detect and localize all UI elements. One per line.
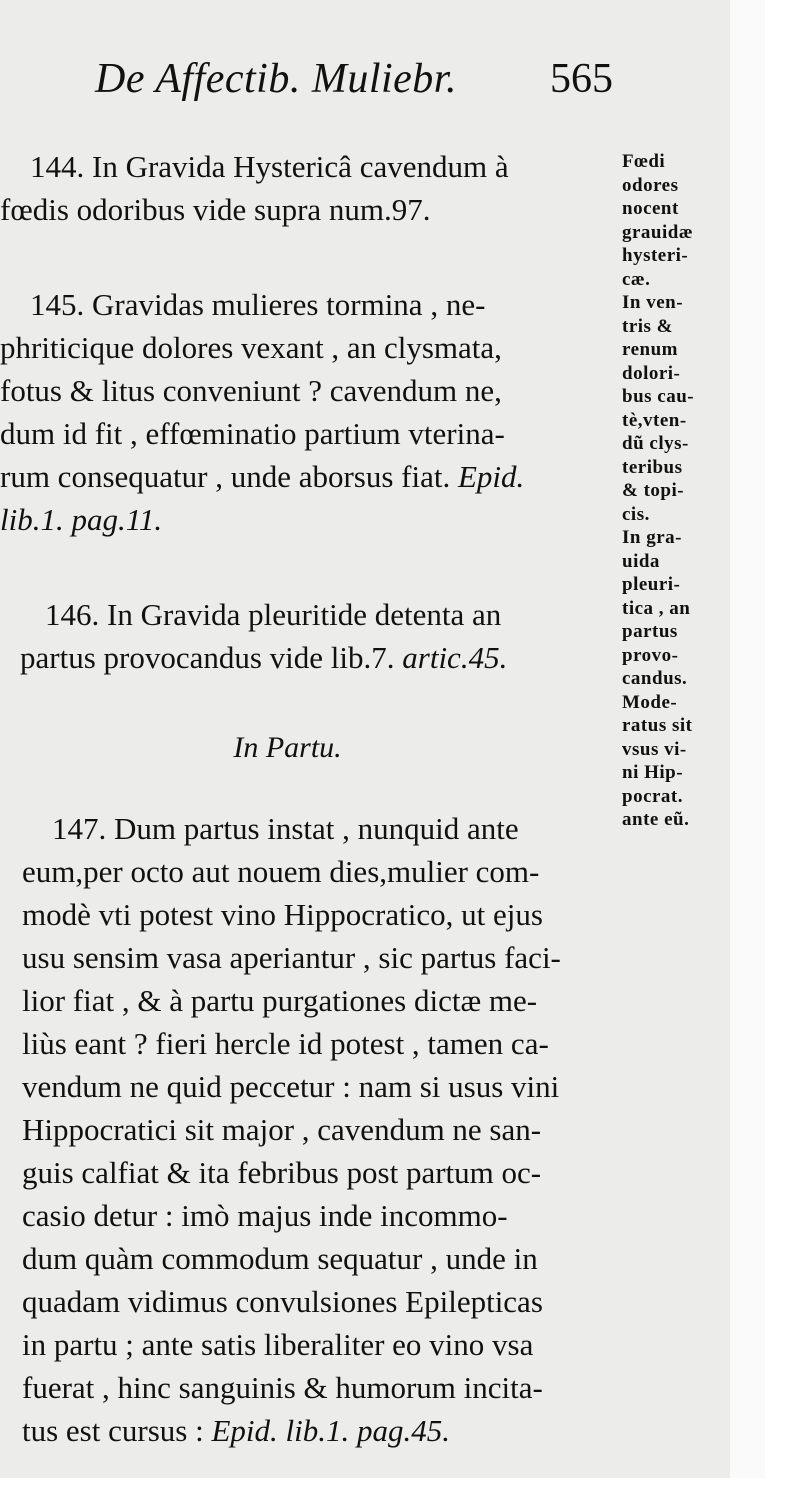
note-line: renum bbox=[622, 339, 678, 360]
note-line: tè,vten- bbox=[622, 409, 687, 431]
text-line bbox=[22, 1409, 615, 1452]
note-line: ni Hip- bbox=[622, 762, 684, 783]
note-line: candus. bbox=[622, 668, 688, 689]
note-line: In gra- bbox=[622, 527, 682, 548]
text-line bbox=[0, 455, 615, 498]
text-line bbox=[0, 636, 615, 679]
note-line: Mode- bbox=[622, 691, 678, 713]
note-line: Fœdi bbox=[622, 151, 666, 172]
note-line: odores bbox=[622, 174, 679, 196]
note-line: grauidæ bbox=[622, 221, 694, 243]
section-heading: In Partu. bbox=[233, 731, 342, 764]
citation: Epid. bbox=[458, 459, 525, 494]
text-line: 146. In Gravida pleuritide detenta an bbox=[45, 597, 502, 632]
note-line: tris & bbox=[622, 315, 674, 337]
main-text-column bbox=[0, 145, 615, 1504]
marginal-note bbox=[622, 150, 762, 291]
marginal-note bbox=[622, 291, 762, 526]
note-line: pleuri- bbox=[622, 574, 681, 595]
text-line: dum quàm commodum sequatur , unde in bbox=[22, 1241, 538, 1276]
paragraph-146 bbox=[0, 593, 615, 679]
text-segment: tus est cursus : bbox=[22, 1413, 204, 1448]
text-line: phriticique dolores vexant , an clysmata, bbox=[0, 330, 502, 365]
text-line: eum,per octo aut nouem dies,mulier com- bbox=[22, 854, 540, 889]
note-line: cis. bbox=[622, 503, 650, 525]
text-line: modè vti potest vino Hippocratico, ut ejus bbox=[22, 897, 543, 932]
text-line: vendum ne quid peccetur : nam si usus vini bbox=[22, 1069, 560, 1104]
text-line: fœdis odoribus vide supra num.97. bbox=[0, 192, 431, 227]
note-line: In ven- bbox=[622, 292, 684, 313]
note-line: pocrat. bbox=[622, 785, 684, 807]
note-line: & topi- bbox=[622, 480, 685, 501]
note-line: vsus vi- bbox=[622, 738, 687, 760]
marginal-note bbox=[622, 526, 762, 691]
text-line: in partu ; ante satis liberaliter eo vino vsa bbox=[22, 1327, 534, 1362]
citation-line: lib.1. pag.11. bbox=[0, 502, 163, 537]
running-title: De Affectib. Muliebr. bbox=[95, 56, 457, 102]
note-line: provo- bbox=[622, 644, 679, 666]
text-segment: rum consequatur , unde aborsus fiat. bbox=[0, 459, 451, 494]
text-line: 144. In Gravida Hystericâ cavendum à bbox=[30, 149, 509, 184]
paragraph-144 bbox=[0, 145, 615, 231]
note-line: hysteri- bbox=[622, 245, 689, 266]
text-line: lior fiat , & à partu purgationes dictæ me- bbox=[22, 983, 538, 1018]
citation: Epid. lib.1. pag.45. bbox=[211, 1413, 450, 1448]
note-line: dolori- bbox=[622, 362, 681, 384]
paragraph-147 bbox=[0, 807, 615, 1452]
note-line: uida bbox=[622, 550, 660, 572]
text-segment: partus provocandus vide lib.7. bbox=[20, 640, 395, 675]
text-line: guis calfiat & ita febribus post partum oc- bbox=[22, 1155, 542, 1190]
text-line: fotus & litus conveniunt ? cavendum ne, bbox=[0, 373, 502, 408]
note-line: partus bbox=[622, 621, 678, 642]
note-line: tica , an bbox=[622, 597, 691, 619]
text-line: liùs eant ? fieri hercle id potest , tamen ca- bbox=[22, 1026, 549, 1061]
page-header bbox=[95, 55, 655, 115]
text-line: usu sensim vasa aperiantur , sic partus faci- bbox=[22, 940, 561, 975]
note-line: dũ clys- bbox=[622, 433, 689, 454]
page-number: 565 bbox=[550, 56, 613, 102]
text-line: 145. Gravidas mulieres tormina , ne- bbox=[30, 287, 486, 322]
paragraph-145 bbox=[0, 283, 615, 541]
text-line: Hippocratici sit major , cavendum ne san- bbox=[22, 1112, 542, 1147]
text-line: casio detur : imò majus inde incommo- bbox=[22, 1198, 508, 1233]
note-line: teribus bbox=[622, 456, 683, 478]
note-line: bus cau- bbox=[622, 386, 695, 407]
text-line: quadam vidimus convulsiones Epilepticas bbox=[22, 1284, 543, 1319]
note-line: cæ. bbox=[622, 268, 651, 290]
marginal-notes bbox=[622, 150, 762, 832]
text-line: dum id fit , effœminatio partium vterina- bbox=[0, 416, 505, 451]
cross-reference: artic.45. bbox=[402, 640, 508, 675]
note-line: nocent bbox=[622, 198, 679, 219]
note-line: ante eũ. bbox=[622, 809, 690, 830]
text-line: 147. Dum partus instat , nunquid ante bbox=[52, 811, 519, 846]
note-line: ratus sit bbox=[622, 715, 693, 736]
marginal-note bbox=[622, 691, 762, 832]
text-line: fuerat , hinc sanguinis & humorum incita- bbox=[22, 1370, 543, 1405]
